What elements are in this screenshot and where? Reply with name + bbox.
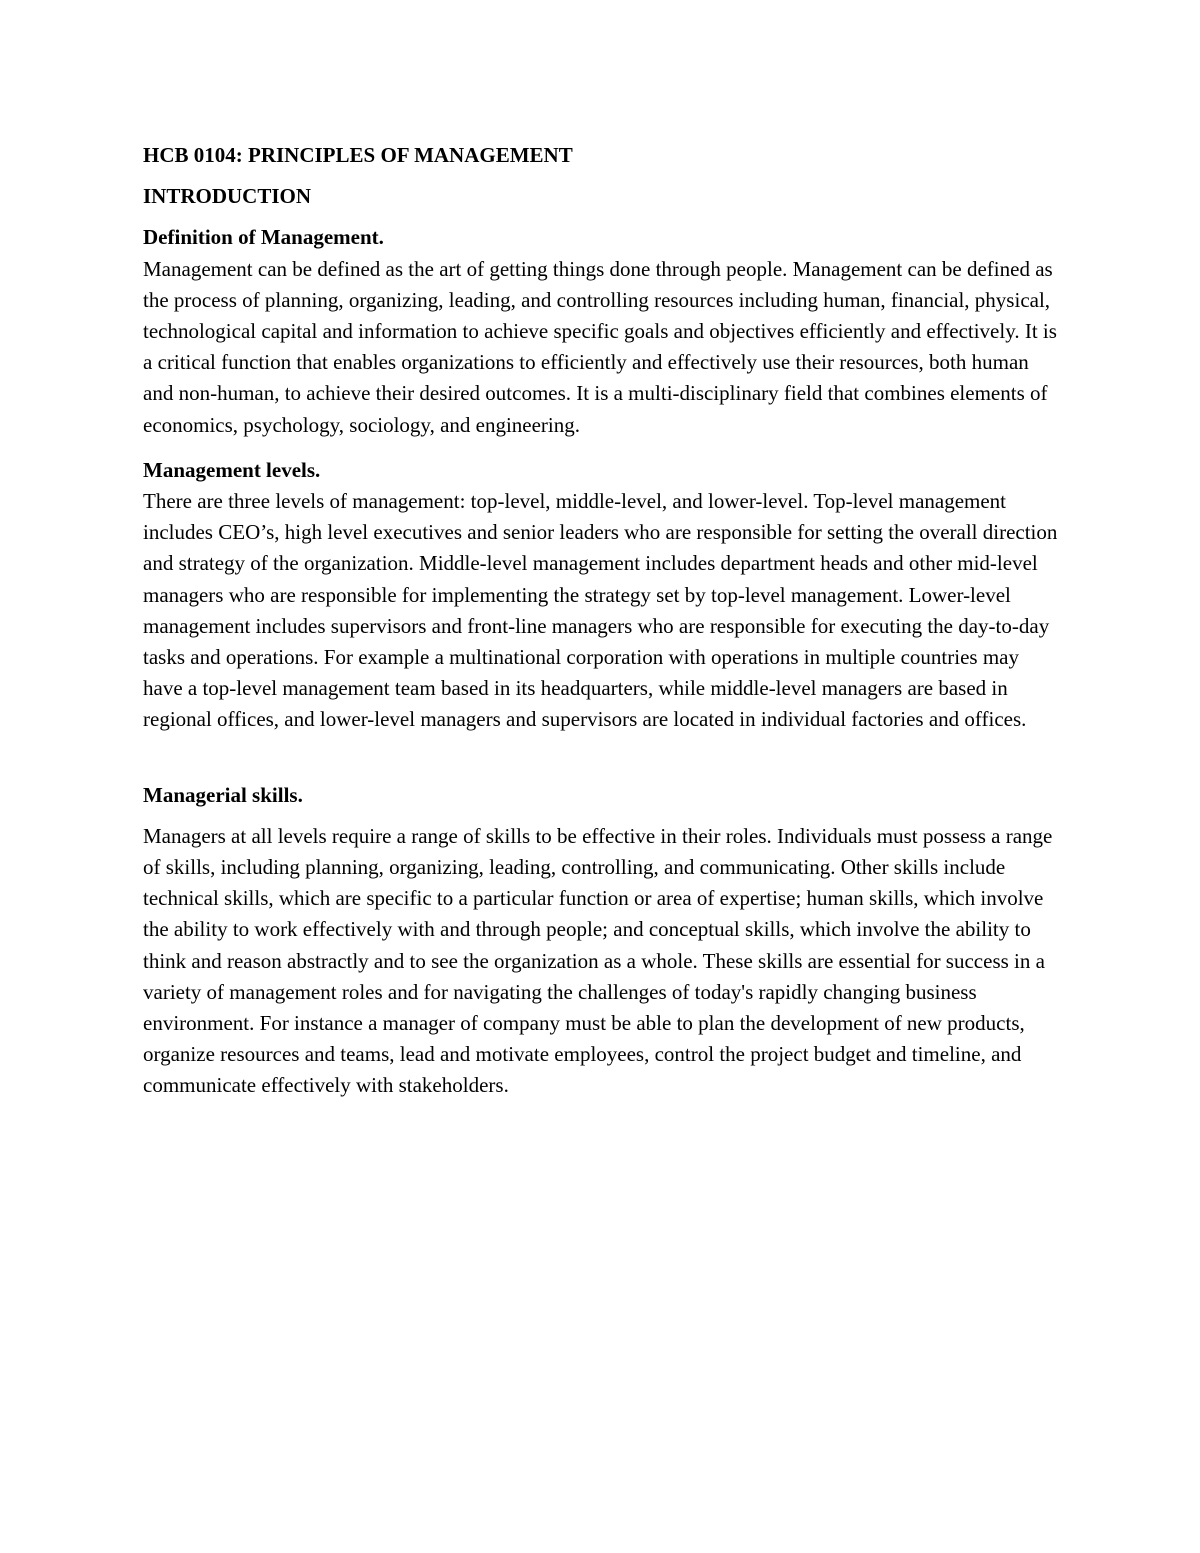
section-body: Managers at all levels require a range of skills to be effective in their roles. Individuals must possess a range of skills, including planning, organizing, leading, controlling, and communicating. Other skills include technical skills, which are specific to a particular function or area of expertise; human skills, which involve the ability to work effectively with and through people; and conceptual skills, which involve the ability to think and reason abstractly and to see the organization as a whole. These skills are essential for success in a variety of management roles and for navigating the challenges of today's rapidly changing business environment. For instance a manager of company must be able to plan the development of new products, organize resources and teams, lead and motivate employees, control the project budget and timeline, and communicate effectively with stakeholders.: [143, 823, 1053, 1098]
spacer: [143, 441, 1063, 455]
section-definition: [143, 222, 1063, 440]
section-heading: Managerial skills.: [143, 782, 303, 807]
section-body: Management can be defined as the art of getting things done through people. Management can be defined as the process of planning, organizing, leading, and controlling resources including human, financial, physical, technological capital and information to achieve specific goals and objectives efficiently and effectively. It is a critical function that enables organizations to efficiently and effectively use their resources, both human and non-human, to achieve their desired outcomes. It is a multi-disciplinary field that combines elements of economics, psychology, sociology, and engineering.: [143, 256, 1057, 437]
section-skills: [143, 780, 1063, 1102]
section-levels: [143, 455, 1063, 736]
document-title: HCB 0104: PRINCIPLES OF MANAGEMENT: [143, 143, 573, 167]
introduction-heading: INTRODUCTION: [143, 184, 312, 209]
spacer: [143, 736, 1063, 780]
document-page: [143, 140, 1063, 1102]
section-heading: Definition of Management.: [143, 225, 384, 250]
section-heading: Management levels.: [143, 457, 321, 482]
spacer: [143, 811, 1063, 821]
section-body: There are three levels of management: top-level, middle-level, and lower-level. Top-level management includes CEO’s, high level executives and senior leaders who are responsible for setting the overall direction and strategy of the organization. Middle-level management includes department heads and other mid-level managers who are responsible for implementing the strategy set by top-level management. Lower-level management includes supervisors and front-line managers who are responsible for executing the day-to-day tasks and operations. For example a multinational corporation with operations in multiple countries may have a top-level management team based in its headquarters, while middle-level managers are based in regional offices, and lower-level managers and supervisors are located in individual factories and offices.: [143, 489, 1058, 732]
